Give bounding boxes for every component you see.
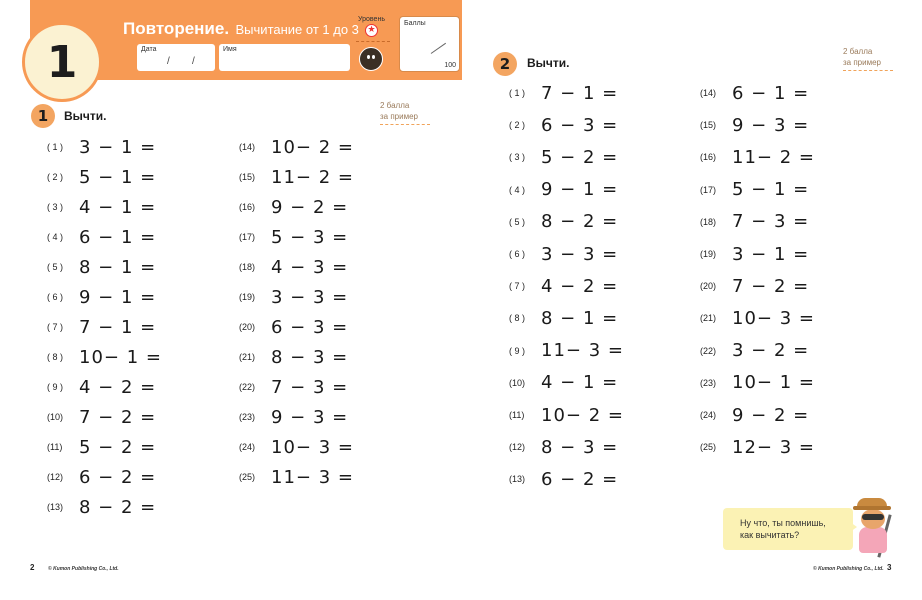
lesson-title <box>123 19 359 39</box>
section2-title: Вычти. <box>527 56 570 70</box>
problem-row <box>700 144 815 170</box>
section1-title: Вычти. <box>64 109 107 123</box>
problem-expression: 4 − 1 = <box>541 372 619 394</box>
problem-expression: 9 − 2 = <box>271 196 349 218</box>
points-line2: за пример <box>380 112 418 121</box>
problem-expression: 4 − 3 = <box>271 256 349 278</box>
problem-expression: 3 − 2 = <box>732 340 810 362</box>
problem-number: (25) <box>700 442 717 453</box>
character-mask <box>862 514 884 520</box>
problem-number: ( 3 ) <box>509 152 526 163</box>
date-separator: / <box>167 56 170 67</box>
date-field[interactable] <box>137 44 215 71</box>
date-label: Дата <box>141 46 157 53</box>
problem-number: ( 6 ) <box>509 249 526 259</box>
problem-expression: 6 − 3 = <box>271 316 349 338</box>
problem-expression: 8 − 2 = <box>79 496 157 518</box>
problem-number: ( 9 ) <box>509 345 526 356</box>
score-label: Баллы <box>404 20 426 27</box>
problem-row <box>239 464 354 490</box>
problem-expression: 7 − 2 = <box>732 275 810 297</box>
problem-expression: 3 − 3 = <box>271 286 349 308</box>
problem-row <box>47 134 156 160</box>
problem-number: (23) <box>239 412 256 422</box>
speech-bubble <box>723 508 853 550</box>
copyright-left: © Kumon Publishing Co., Ltd. <box>48 566 119 572</box>
problem-row <box>239 164 354 190</box>
problem-row <box>509 209 618 235</box>
problem-expression: 7 − 1 = <box>541 82 619 104</box>
problem-expression: 8 − 3 = <box>271 346 349 368</box>
level-divider <box>356 41 390 42</box>
problem-number: ( 2 ) <box>47 172 64 182</box>
problem-row <box>700 305 815 331</box>
problem-row <box>700 209 809 235</box>
problem-row <box>47 164 156 190</box>
problem-number: (24) <box>700 410 717 420</box>
problem-expression: 9 − 3 = <box>271 406 349 428</box>
score-slash <box>431 43 446 54</box>
problem-number: ( 4 ) <box>509 184 526 195</box>
problem-number: (13) <box>509 474 526 485</box>
star-icon: ★ <box>365 24 378 37</box>
problem-row <box>239 314 348 340</box>
right-page <box>461 0 922 600</box>
problem-number: ( 3 ) <box>47 202 64 212</box>
problem-expression: 6 − 3 = <box>541 114 619 136</box>
problem-expression: 11− 3 = <box>271 466 354 488</box>
problem-number: (22) <box>239 382 256 392</box>
section2-points <box>843 46 881 68</box>
level-label: Уровень <box>358 16 385 23</box>
problem-row <box>509 338 624 364</box>
problem-row <box>509 402 624 428</box>
problem-number: ( 5 ) <box>47 262 64 272</box>
problem-number: (16) <box>700 152 717 163</box>
problem-expression: 4 − 2 = <box>79 376 157 398</box>
problem-number: (16) <box>239 202 256 212</box>
problem-number: ( 5 ) <box>509 216 526 227</box>
problem-expression: 10− 2 = <box>271 136 354 158</box>
problem-number: (22) <box>700 345 717 356</box>
problem-number: (20) <box>700 281 717 292</box>
problem-expression: 6 − 1 = <box>79 226 157 248</box>
problem-expression: 8 − 1 = <box>79 256 157 278</box>
problem-expression: 4 − 2 = <box>541 275 619 297</box>
problem-row <box>47 194 156 220</box>
problem-row <box>700 112 809 138</box>
problem-row <box>239 194 348 220</box>
problem-row <box>509 80 618 106</box>
problem-row <box>509 434 618 460</box>
problem-expression: 10− 3 = <box>271 436 354 458</box>
section1-badge: 1 <box>31 104 55 128</box>
problem-row <box>239 254 348 280</box>
problem-row <box>47 284 156 310</box>
problem-row <box>509 112 618 138</box>
problem-number: ( 4 ) <box>47 232 64 242</box>
problem-expression: 9 − 1 = <box>79 286 157 308</box>
problem-row <box>509 241 618 267</box>
problem-expression: 8 − 2 = <box>541 211 619 233</box>
problem-expression: 8 − 1 = <box>541 307 619 329</box>
problem-expression: 8 − 3 = <box>541 436 619 458</box>
bubble-line2: как вычитать? <box>740 530 800 540</box>
problem-number: (11) <box>47 442 63 452</box>
problem-expression: 7 − 1 = <box>79 316 157 338</box>
problem-number: (12) <box>509 442 526 453</box>
problem-expression: 3 − 1 = <box>79 136 157 158</box>
problem-row <box>700 80 809 106</box>
problem-row <box>509 305 618 331</box>
problem-number: (14) <box>239 142 256 152</box>
problem-row <box>47 464 156 490</box>
problem-number: ( 9 ) <box>47 382 64 392</box>
score-max: 100 <box>444 62 456 69</box>
problem-number: ( 2 ) <box>509 120 526 131</box>
page-number-right: 3 <box>887 563 892 572</box>
problem-number: (18) <box>700 216 717 227</box>
problem-row <box>700 241 809 267</box>
problem-row <box>47 224 156 250</box>
problem-row <box>239 434 354 460</box>
problem-expression: 9 − 2 = <box>732 404 810 426</box>
problem-expression: 11− 3 = <box>541 340 624 362</box>
problem-number: (21) <box>239 352 256 362</box>
problem-number: (21) <box>700 313 717 324</box>
problem-row <box>509 177 618 203</box>
section1-points <box>380 100 418 122</box>
points-line1: 2 балла <box>380 101 410 110</box>
problem-row <box>47 404 156 430</box>
problem-expression: 7 − 3 = <box>732 211 810 233</box>
problem-row <box>700 177 809 203</box>
problem-expression: 11− 2 = <box>271 166 354 188</box>
problem-row <box>700 273 809 299</box>
problem-number: (19) <box>239 292 256 302</box>
problem-number: (17) <box>239 232 256 242</box>
problem-expression: 7 − 2 = <box>79 406 157 428</box>
problem-row <box>700 370 815 396</box>
name-field[interactable] <box>219 44 350 71</box>
problem-row <box>47 254 156 280</box>
character-body <box>859 527 887 553</box>
problem-expression: 6 − 2 = <box>79 466 157 488</box>
problem-expression: 5 − 2 = <box>541 146 619 168</box>
problem-row <box>47 494 156 520</box>
problem-number: ( 6 ) <box>47 292 64 302</box>
problem-expression: 6 − 2 = <box>541 468 619 490</box>
problem-expression: 9 − 1 = <box>541 179 619 201</box>
problem-row <box>239 344 348 370</box>
problem-expression: 10− 1 = <box>732 372 815 394</box>
problem-row <box>239 404 348 430</box>
problem-number: ( 7 ) <box>509 281 526 292</box>
points-divider <box>380 124 430 125</box>
problem-expression: 5 − 1 = <box>79 166 157 188</box>
problem-row <box>47 374 156 400</box>
problem-row <box>47 344 162 370</box>
problem-expression: 5 − 1 = <box>732 179 810 201</box>
problem-expression: 6 − 1 = <box>732 82 810 104</box>
problem-row <box>239 224 348 250</box>
problem-number: (24) <box>239 442 256 452</box>
problem-expression: 10− 1 = <box>79 346 162 368</box>
problem-number: (18) <box>239 262 256 272</box>
problem-expression: 9 − 3 = <box>732 114 810 136</box>
problem-expression: 5 − 3 = <box>271 226 349 248</box>
problem-number: ( 8 ) <box>509 313 526 324</box>
bubble-line1: Ну что, ты помнишь, <box>740 518 826 528</box>
problem-number: (13) <box>47 502 64 512</box>
problem-number: (23) <box>700 377 717 388</box>
problem-row <box>47 434 156 460</box>
title-sub: Вычитание от 1 до 3 <box>235 22 359 37</box>
copyright-right: © Kumon Publishing Co., Ltd. <box>813 566 884 572</box>
problem-number: ( 1 ) <box>47 142 64 152</box>
hat-brim <box>853 506 891 510</box>
problem-number: ( 1 ) <box>509 88 526 98</box>
problem-row <box>239 134 354 160</box>
problem-number: (12) <box>47 472 64 482</box>
problem-row <box>700 434 815 460</box>
problem-number: (10) <box>509 377 526 388</box>
problem-expression: 4 − 1 = <box>79 196 157 218</box>
section2-badge: 2 <box>493 52 517 76</box>
page-number-left: 2 <box>30 563 35 572</box>
score-field[interactable] <box>399 16 460 72</box>
points-line1: 2 балла <box>843 47 873 56</box>
points-line2: за пример <box>843 58 881 67</box>
problem-row <box>239 284 348 310</box>
problem-number: (25) <box>239 472 256 482</box>
mascot-icon <box>359 47 383 71</box>
name-label: Имя <box>223 46 237 53</box>
problem-row <box>700 402 809 428</box>
date-separator: / <box>192 56 195 67</box>
problem-row <box>700 338 809 364</box>
problem-number: (17) <box>700 184 717 195</box>
problem-number: (15) <box>239 172 256 182</box>
problem-number: (14) <box>700 88 717 98</box>
problem-number: (15) <box>700 120 717 131</box>
problem-row <box>239 374 348 400</box>
problem-expression: 10− 3 = <box>732 307 815 329</box>
character-illustration <box>853 494 893 560</box>
problem-number: (11) <box>509 410 525 420</box>
problem-row <box>509 144 618 170</box>
problem-number: ( 8 ) <box>47 352 64 362</box>
problem-expression: 3 − 3 = <box>541 243 619 265</box>
problem-expression: 5 − 2 = <box>79 436 157 458</box>
points-divider <box>843 70 893 71</box>
lesson-number-badge: 1 <box>22 22 102 102</box>
problem-expression: 10− 2 = <box>541 404 624 426</box>
title-main: Повторение. <box>123 19 230 38</box>
problem-expression: 11− 2 = <box>732 146 815 168</box>
problem-number: (19) <box>700 249 717 259</box>
problem-expression: 3 − 1 = <box>732 243 810 265</box>
problem-row <box>509 466 618 492</box>
problem-row <box>47 314 156 340</box>
problem-row <box>509 370 618 396</box>
problem-number: (10) <box>47 412 64 422</box>
problem-number: (20) <box>239 322 256 332</box>
problem-number: ( 7 ) <box>47 322 64 332</box>
problem-row <box>509 273 618 299</box>
problem-expression: 12− 3 = <box>732 436 815 458</box>
problem-expression: 7 − 3 = <box>271 376 349 398</box>
